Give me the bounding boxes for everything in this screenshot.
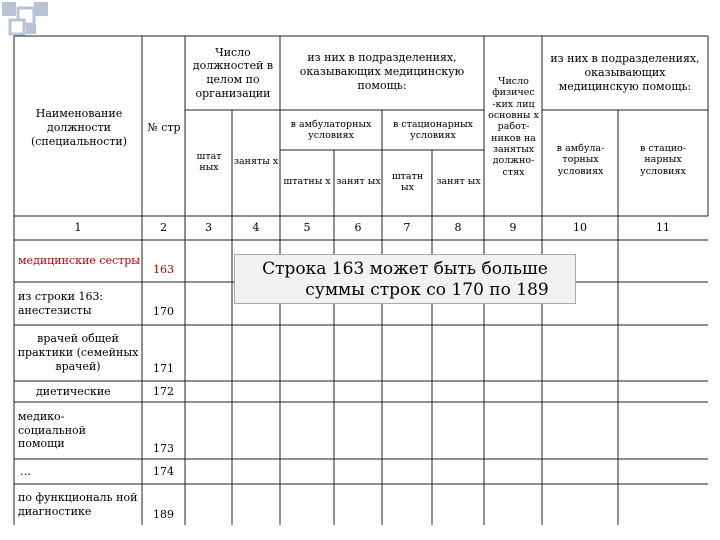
header-total: Число должностей в целом по организации xyxy=(192,45,274,100)
header-staff-total: штат ных xyxy=(196,150,222,173)
header-staff-inpatient: штатн ых xyxy=(391,170,424,193)
header-persons-inpatient: в стацио- нарных условиях xyxy=(640,142,686,177)
header-persons-subdivisions: из них в подразделениях, оказывающих медицинскую помощь: xyxy=(550,52,700,93)
column-number-1: 1 xyxy=(74,221,82,235)
row-name-dietary: диетические xyxy=(36,384,111,398)
row-code-174: 174 xyxy=(153,464,174,478)
header-ambulatory: в амбулаторных условиях xyxy=(290,118,372,141)
header-inpatient: в стационарных условиях xyxy=(392,118,474,141)
row-name-anesthetists: из строки 163: анестезисты xyxy=(18,289,104,317)
row-code-170: 170 xyxy=(153,305,174,319)
row-name-general-practice: врачей общей практики (семейных врачей) xyxy=(17,332,139,373)
row-name-functional-diagnostics: по функциональ ной диагностике xyxy=(18,490,138,518)
column-number-7: 7 xyxy=(403,221,411,235)
header-physical-persons: Число физичес -ких лиц основны х работ- ников на занятых должно- стях xyxy=(488,75,539,178)
callout-line-1: Строка 163 может быть больше xyxy=(262,259,548,279)
header-persons-ambulatory: в амбула- торных условиях xyxy=(556,142,605,177)
header-occupied-ambulatory: занят ых xyxy=(336,176,381,188)
callout-note xyxy=(234,254,576,304)
header-row-number: № стр xyxy=(147,121,181,135)
column-number-9: 9 xyxy=(509,221,517,235)
header-subdivisions: из них в подразделениях, оказывающих медицинскую помощь: xyxy=(299,51,465,92)
column-number-6: 6 xyxy=(354,221,362,235)
header-staff-ambulatory: штатны х xyxy=(283,176,331,188)
row-code-171: 171 xyxy=(153,362,174,376)
row-code-189: 189 xyxy=(153,508,174,522)
column-number-4: 4 xyxy=(252,221,260,235)
header-occupied-total: заняты х xyxy=(233,156,279,168)
row-name-medical-social: медико- социальной помощи xyxy=(18,409,87,451)
column-number-8: 8 xyxy=(454,221,462,235)
row-code-163: 163 xyxy=(153,263,174,277)
column-number-11: 11 xyxy=(656,221,670,235)
callout-line-2: суммы строк со 170 по 189 xyxy=(305,280,549,301)
row-name-ellipsis: … xyxy=(20,464,31,478)
row-code-173: 173 xyxy=(153,441,174,455)
column-number-2: 2 xyxy=(160,221,167,235)
row-name-nurses: медицинские сестры xyxy=(18,254,140,268)
column-number-10: 10 xyxy=(573,221,587,235)
row-code-172: 172 xyxy=(153,384,174,398)
header-name: Наименование должности (специальности) xyxy=(30,107,128,148)
column-number-5: 5 xyxy=(303,221,311,235)
header-occupied-inpatient: занят ых xyxy=(436,176,481,188)
column-number-3: 3 xyxy=(205,221,212,235)
